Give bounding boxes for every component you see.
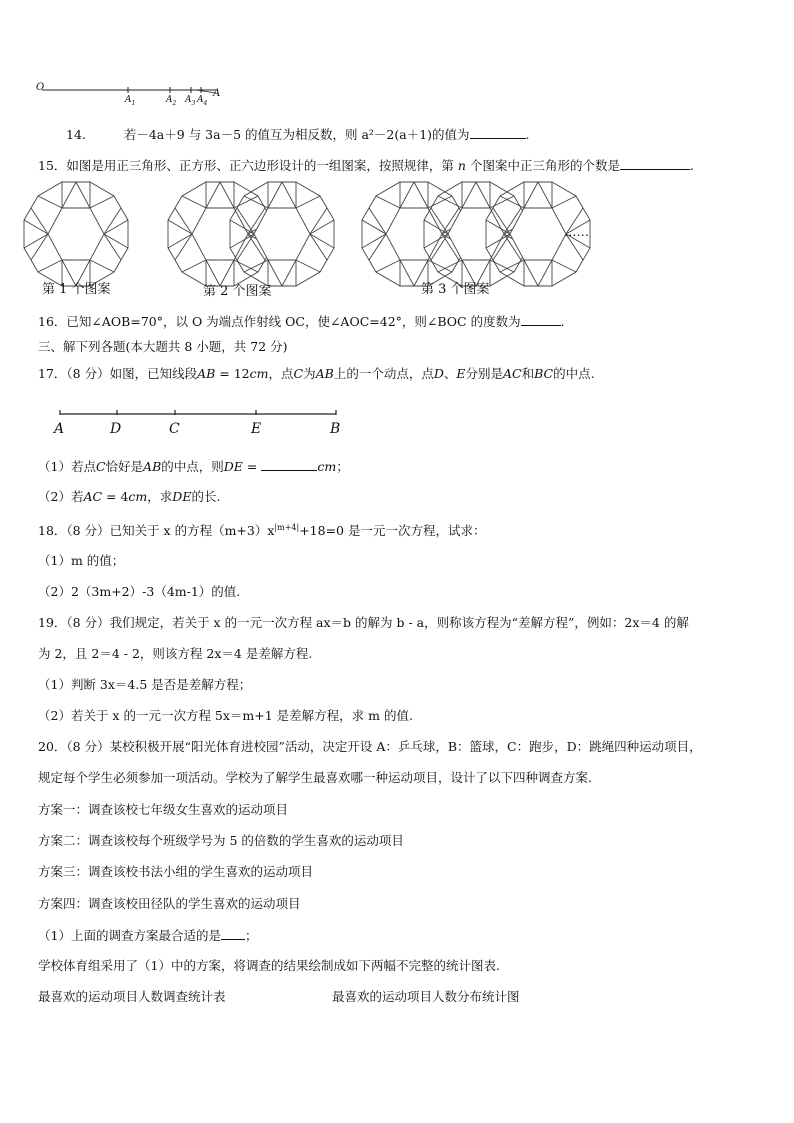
segment-label-A: A bbox=[54, 421, 65, 437]
question-17-part-1 bbox=[38, 458, 349, 475]
q17-p2-ac: AC bbox=[83, 489, 103, 504]
table-title: 最喜欢的运动项目人数调查统计表 bbox=[38, 989, 226, 1004]
question-20-plan-1: 方案一：调查该校七年级女生喜欢的运动项目 bbox=[38, 802, 289, 817]
answer-blank-20-1[interactable] bbox=[221, 927, 245, 940]
question-16-text: 16．已知∠AOB=70°，以 O 为端点作射线 OC，使∠AOC=42°，则∠BOC 的度数为 bbox=[38, 314, 521, 329]
question-15-text-a: 15．如图是用正三角形、正方形、正六边形设计的一组图案，按照规律，第 bbox=[38, 158, 454, 173]
q18-stem-b: +18=0 是一元一次方程，试求： bbox=[299, 523, 486, 539]
segment-label-E: E bbox=[251, 421, 262, 437]
caption-pattern-3: 第 3 个图案 bbox=[421, 282, 490, 297]
question-19-line-1: 19．（8 分）我们规定，若关于 x 的一元一次方程 ax＝b 的解为 b - a，则称该方程为“差解方程”，例如：2x＝4 的解 bbox=[38, 615, 689, 630]
q17-p1-b: 恰好是 bbox=[105, 459, 144, 474]
pattern-ellipsis: …… bbox=[564, 224, 589, 239]
pattern-figures bbox=[34, 184, 594, 284]
q17-bc: BC bbox=[534, 366, 554, 381]
chart-title: 最喜欢的运动项目人数分布统计图 bbox=[332, 989, 520, 1004]
segment-figure bbox=[58, 407, 358, 421]
segment-label-D: D bbox=[110, 421, 122, 437]
ray-label-A2: $A_2$ bbox=[166, 95, 177, 107]
q17-p1-de: DE bbox=[223, 459, 243, 474]
q17-e: E bbox=[456, 366, 466, 381]
question-16-end: . bbox=[560, 314, 565, 329]
question-20-plan-4: 方案四：调查该校田径队的学生喜欢的运动项目 bbox=[38, 896, 301, 911]
q17-p1-c: C bbox=[95, 459, 106, 474]
q17-ac: AC bbox=[503, 366, 522, 381]
q17-p1-eq: = bbox=[242, 459, 262, 474]
q17-ab2: AB bbox=[315, 366, 334, 381]
q17-p2-b: ，求 bbox=[147, 489, 173, 504]
section-3-heading: 三、解下列各题(本大题共 8 小题，共 72 分) bbox=[38, 339, 288, 354]
caption-pattern-1: 第 1 个图案 bbox=[42, 282, 111, 297]
q17-p2-de: DE bbox=[172, 489, 192, 504]
q17-stem-f: 的中点. bbox=[553, 366, 595, 381]
q17-c: C bbox=[293, 366, 304, 381]
question-14-text: 若－4a＋9 与 3a－5 的值互为相反数，则 a²－2(a＋1)的值为 bbox=[123, 127, 470, 142]
q17-p1-ab: AB bbox=[143, 459, 162, 474]
q17-cm: cm bbox=[249, 366, 269, 381]
q20-p1-a: （1）上面的调查方案最合适的是 bbox=[38, 928, 221, 943]
q17-eq: = 12 bbox=[215, 366, 250, 381]
q17-sep: 、 bbox=[443, 366, 457, 381]
q17-and: 和 bbox=[521, 366, 535, 381]
question-15-end: . bbox=[689, 158, 694, 173]
question-20-part-1 bbox=[38, 927, 257, 944]
question-18-part-2: （2）2（3m+2）-3（4m-1）的值. bbox=[38, 584, 241, 599]
question-20-plan-2: 方案二：调查该校每个班级学号为 5 的倍数的学生喜欢的运动项目 bbox=[38, 833, 404, 848]
caption-pattern-2: 第 2 个图案 bbox=[203, 284, 272, 299]
q17-p2-eq: = 4 bbox=[102, 489, 129, 504]
pattern-1 bbox=[24, 182, 128, 286]
question-14 bbox=[66, 126, 530, 143]
ray-label-A1: $A_1$ bbox=[125, 95, 136, 107]
ray-label-O: O bbox=[36, 82, 45, 93]
question-14-number: 14. bbox=[66, 127, 86, 142]
ray-label-A: A bbox=[213, 88, 221, 99]
question-16 bbox=[38, 313, 565, 330]
answer-blank-16[interactable] bbox=[521, 313, 561, 326]
question-20-line-3: 学校体育组采用了（1）中的方案，将调查的结果绘制成如下两幅不完整的统计图表. bbox=[38, 958, 500, 973]
q18-stem-a: 18．（8 分）已知关于 x 的方程（m+3）x bbox=[38, 523, 275, 539]
segment-label-C: C bbox=[169, 421, 180, 437]
answer-blank-17-1[interactable] bbox=[261, 458, 317, 471]
question-14-end: . bbox=[525, 127, 530, 142]
question-19-part-2: （2）若关于 x 的一元一次方程 5x＝m+1 是差解方程，求 m 的值. bbox=[38, 708, 413, 723]
q17-p1-cm: cm bbox=[317, 459, 337, 474]
q17-stem-d: 上的一个动点，点 bbox=[333, 366, 434, 381]
question-17-stem bbox=[38, 366, 595, 382]
question-20-line-2: 规定每个学生必须参加一项活动。学校为了解学生最喜欢哪一种运动项目，设计了以下四种调查方案. bbox=[38, 770, 592, 785]
question-18-part-1: （1）m 的值； bbox=[38, 553, 125, 568]
question-18-stem bbox=[38, 520, 485, 539]
question-17-part-2 bbox=[38, 489, 220, 505]
ray-label-A4: $A_4$ bbox=[197, 95, 208, 107]
q17-stem-a: 17．（8 分）如图，已知线段 bbox=[38, 366, 198, 381]
answer-blank-14[interactable] bbox=[470, 126, 526, 139]
q17-ab: AB bbox=[197, 366, 216, 381]
q17-p2-a: （2）若 bbox=[38, 489, 84, 504]
q17-stem-e: 分别是 bbox=[465, 366, 504, 381]
q17-p1-c2: 的中点，则 bbox=[161, 459, 224, 474]
question-19-part-1: （1）判断 3x＝4.5 是否是差解方程； bbox=[38, 677, 252, 692]
question-15-n: n bbox=[457, 158, 466, 173]
q17-p2-end: 的长. bbox=[191, 489, 221, 504]
q17-p2-cm: cm bbox=[128, 489, 148, 504]
q20-p1-end: ； bbox=[244, 928, 258, 943]
answer-blank-15[interactable] bbox=[620, 157, 690, 170]
q17-p1-a: （1）若点 bbox=[38, 459, 96, 474]
question-15 bbox=[38, 157, 694, 174]
question-19-line-2: 为 2，且 2＝4 - 2，则该方程 2x＝4 是差解方程. bbox=[38, 646, 313, 661]
question-15-text-b: 个图案中正三角形的个数是 bbox=[469, 158, 620, 173]
q17-stem-c: 为 bbox=[303, 366, 316, 381]
question-20-plan-3: 方案三：调查该校书法小组的学生喜欢的运动项目 bbox=[38, 864, 314, 879]
q18-exponent: |m+4| bbox=[274, 523, 300, 532]
ray-label-A3: $A_3$ bbox=[185, 95, 196, 107]
segment-label-B: B bbox=[330, 421, 341, 437]
q17-p1-end: ； bbox=[336, 459, 349, 474]
q17-d: D bbox=[433, 366, 444, 381]
question-20-line-1: 20．（8 分）某校积极开展“阳光体育进校园”活动，决定开设 A：乒乓球，B：篮球，C：跑步，D：跳绳四种运动项目， bbox=[38, 739, 702, 754]
q17-stem-b: ，点 bbox=[268, 366, 294, 381]
